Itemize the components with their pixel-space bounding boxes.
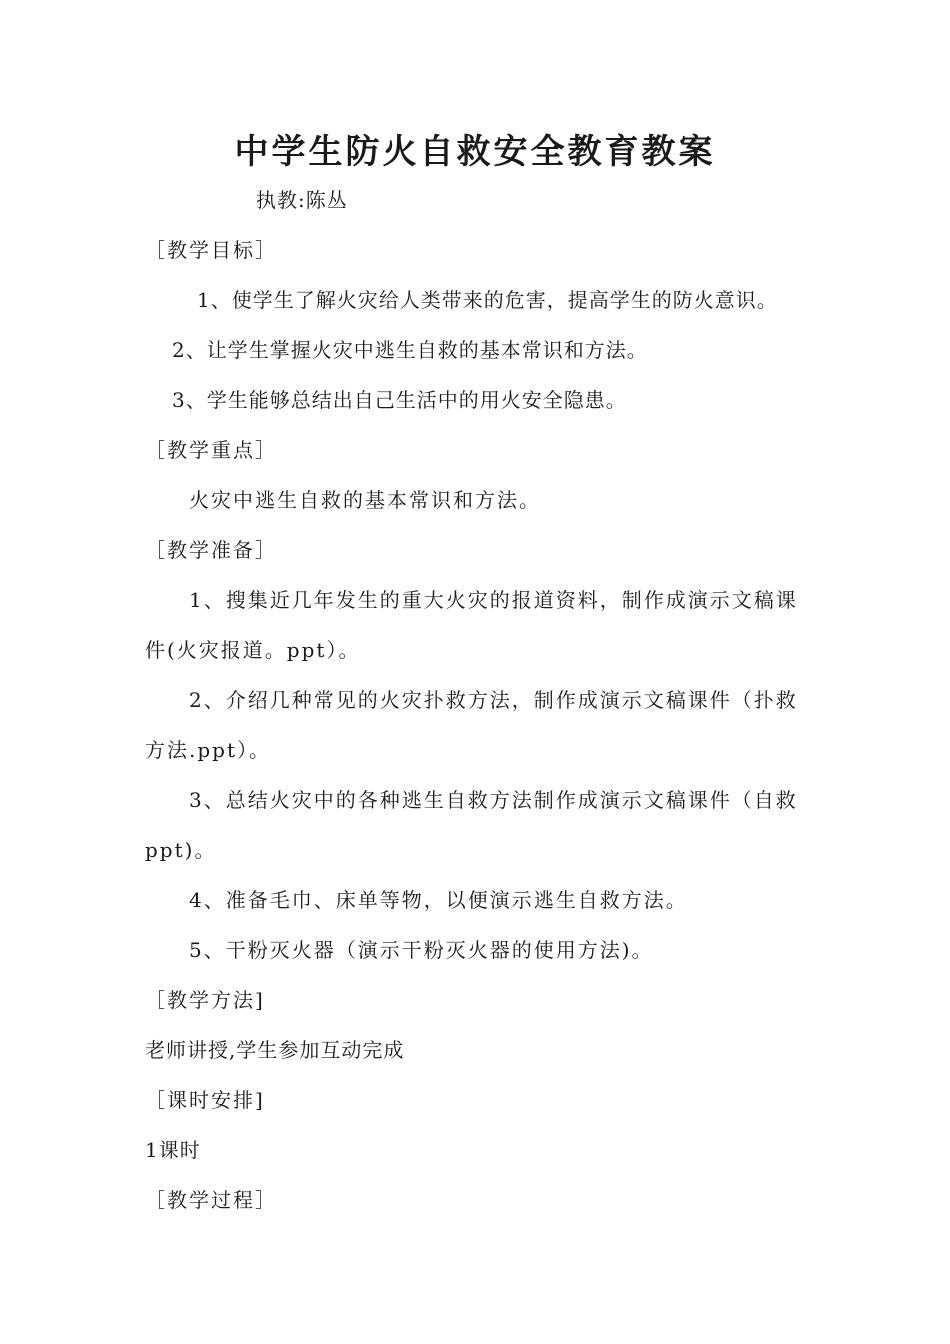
objective-item-3: 3、学生能够总结出自己生活中的用火安全隐患。 xyxy=(172,388,627,412)
preparation-item-4: 4、准备毛巾、床单等物，以便演示逃生自救方法。 xyxy=(189,888,688,912)
preparation-item-5: 5、干粉灭火器（演示干粉灭火器的使用方法)。 xyxy=(189,938,654,962)
key-points-text: 火灾中逃生自救的基本常识和方法。 xyxy=(189,488,541,512)
objective-item-2: 2、让学生掌握火灾中逃生自救的基本常识和方法。 xyxy=(172,338,648,362)
heading-preparation: ［教学准备］ xyxy=(145,538,277,562)
heading-process: ［教学过程］ xyxy=(145,1188,277,1212)
preparation-item-1-line-2: 件(火灾报道。ppt）。 xyxy=(145,638,361,662)
preparation-item-1-line-1: 1、搜集近几年发生的重大火灾的报道资料，制作成演示文稿课 xyxy=(189,588,798,612)
objective-item-1: 1、使学生了解火灾给人类带来的危害，提高学生的防火意识。 xyxy=(197,288,778,312)
preparation-item-3-line-2: ppt)。 xyxy=(145,838,217,862)
schedule-text: 1课时 xyxy=(145,1138,201,1162)
heading-schedule: ［课时安排] xyxy=(145,1088,265,1112)
author-line: 执教:陈丛 xyxy=(256,188,348,212)
document-title: 中学生防火自救安全教育教案 xyxy=(234,132,716,172)
heading-objectives: ［教学目标］ xyxy=(145,238,277,262)
preparation-item-2-line-2: 方法.ppt）。 xyxy=(145,738,271,762)
heading-key-points: ［教学重点］ xyxy=(145,438,277,462)
methods-text: 老师讲授,学生参加互动完成 xyxy=(145,1038,405,1062)
preparation-item-3-line-1: 3、总结火灾中的各种逃生自救方法制作成演示文稿课件（自救 xyxy=(189,788,798,812)
preparation-item-2-line-1: 2、介绍几种常见的火灾扑救方法，制作成演示文稿课件（扑救 xyxy=(189,688,798,712)
heading-methods: ［教学方法] xyxy=(145,988,265,1012)
